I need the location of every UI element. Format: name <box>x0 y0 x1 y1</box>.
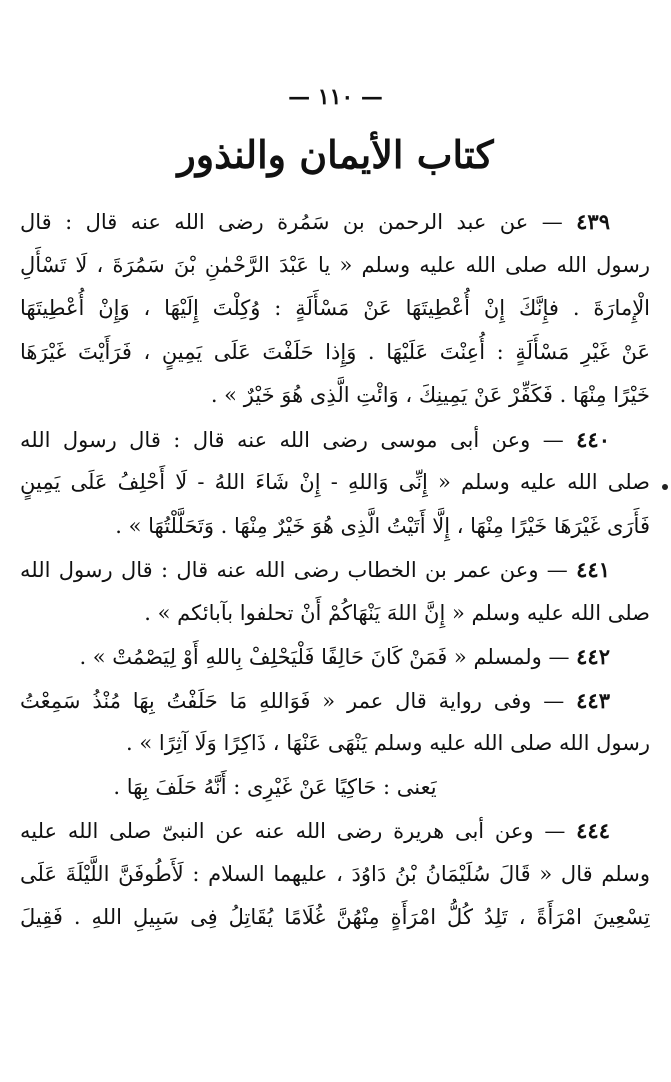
chapter-title: كتاب الأيمان والنذور <box>177 132 494 177</box>
text-line <box>20 548 650 592</box>
hadith-number: ٤٣٩ <box>576 209 610 234</box>
hadith-number: ٤٤١ <box>576 557 610 582</box>
hadith-number: ٤٤٠ <box>576 426 610 452</box>
line-text: — وفى رواية قال عمر « فَوَاللهِ مَا حَلَفْتُ بِهَا مُنْذُ سَمِعْتُ <box>20 688 577 713</box>
text-line <box>20 200 650 244</box>
text-line <box>20 635 650 679</box>
line-text: رسول الله صلى الله عليه وسلم يَنْهَى عَنْهَا ، ذَاكِرًا وَلَا آثِرًا » . <box>126 731 650 755</box>
line-text: فَأَرَى غَيْرَهَا خَيْرًا مِنْهَا ، إِلَّا أَتَيْتُ الَّذِى هُوَ خَيْرٌ مِنْهَا . وَتَحَلَّلْتُهَا » . <box>115 513 650 538</box>
line-text: وسلم قال « قَالَ سُلَيْمَانُ بْنُ دَاوُدَ ، عليهما السلام : لَأَطُوفَنَّ اللَّيْلَةَ عَلَى <box>20 861 650 886</box>
text-line <box>20 461 650 505</box>
hadith-number: ٤٤٣ <box>576 687 610 713</box>
line-text: صلى الله عليه وسلم « إِنَّ اللهَ يَنْهَاكُمْ أَنْ تحلفوا بآبائكم » . <box>144 600 650 625</box>
text-line <box>20 679 650 723</box>
text-line <box>20 853 650 897</box>
text-line <box>20 374 650 418</box>
page-number: — ١١٠ — <box>288 84 383 110</box>
text-line <box>20 287 650 331</box>
line-text: رسول الله صلى الله عليه وسلم « يا عَبْدَ الرَّحْمٰنِ بْنَ سَمُرَةَ ، لَا تَسْأَلِ <box>20 252 650 277</box>
line-text: صلى الله عليه وسلم « إِنِّى وَاللهِ - إِنْ شَاءَ اللهُ - لَا أَحْلِفُ عَلَى يَمِينٍ <box>20 470 650 494</box>
line-text: عَنْ غَيْرِ مَسْأَلَةٍ : أُعِنْتَ عَلَيْهَا . وَإِذا حَلَفْتَ عَلَى يَمِينٍ ، فَرَأَيْتَ غَيْرَهَا <box>20 339 650 364</box>
margin-mark <box>662 484 668 490</box>
document-body <box>20 200 650 940</box>
line-text: الْإِمارَةَ . فإِنَّكَ إِنْ أُعْطِيتَهَا عَنْ مَسْأَلَةٍ : وُكِلْتَ إِلَيْهَا ، وَإِنْ أُعْطِيتَهَا <box>20 296 650 320</box>
line-text: — وعن أبى هريرة رضى الله عنه عن النبىّ صلى الله عليه <box>20 819 577 843</box>
text-line <box>20 418 650 462</box>
text-line <box>20 331 650 375</box>
text-line <box>20 896 650 940</box>
line-text: — وعن أبى موسى رضى الله عنه قال : قال رسول الله <box>20 427 577 452</box>
line-text: — عن عبد الرحمن بن سَمُرة رضى الله عنه قال : قال <box>20 210 577 234</box>
text-line <box>20 809 650 853</box>
text-line <box>20 766 650 810</box>
line-text: خَيْرًا مِنْهَا . فَكَفِّرْ عَنْ يَمِينِكَ ، وَائْتِ الَّذِى هُوَ خَيْرٌ » . <box>210 383 650 407</box>
line-text: تِسْعِينَ امْرَأَةً ، تَلِدُ كُلُّ امْرَأَةٍ مِنْهُنَّ غُلَامًا يُقَاتِلُ فِى سَبِيلِ اللهِ . فَقِيلَ <box>20 905 650 929</box>
line-text: — ولمسلم « فَمَنْ كَانَ حَالِفًا فَلْيَحْلِفْ بِاللهِ أَوْ لِيَصْمُتْ » . <box>79 645 577 669</box>
line-text: يَعنى : حَاكِيًا عَنْ غَيْرِى : أَنَّهُ حَلَفَ بِهَا . <box>113 774 437 799</box>
text-line <box>20 244 650 288</box>
text-line <box>20 592 650 636</box>
hadith-number: ٤٤٤ <box>576 818 610 843</box>
text-line <box>20 722 650 766</box>
line-text: — وعن عمر بن الخطاب رضى الله عنه قال : قال رسول الله <box>20 558 577 582</box>
hadith-number: ٤٤٢ <box>576 644 610 669</box>
text-line <box>20 505 650 549</box>
